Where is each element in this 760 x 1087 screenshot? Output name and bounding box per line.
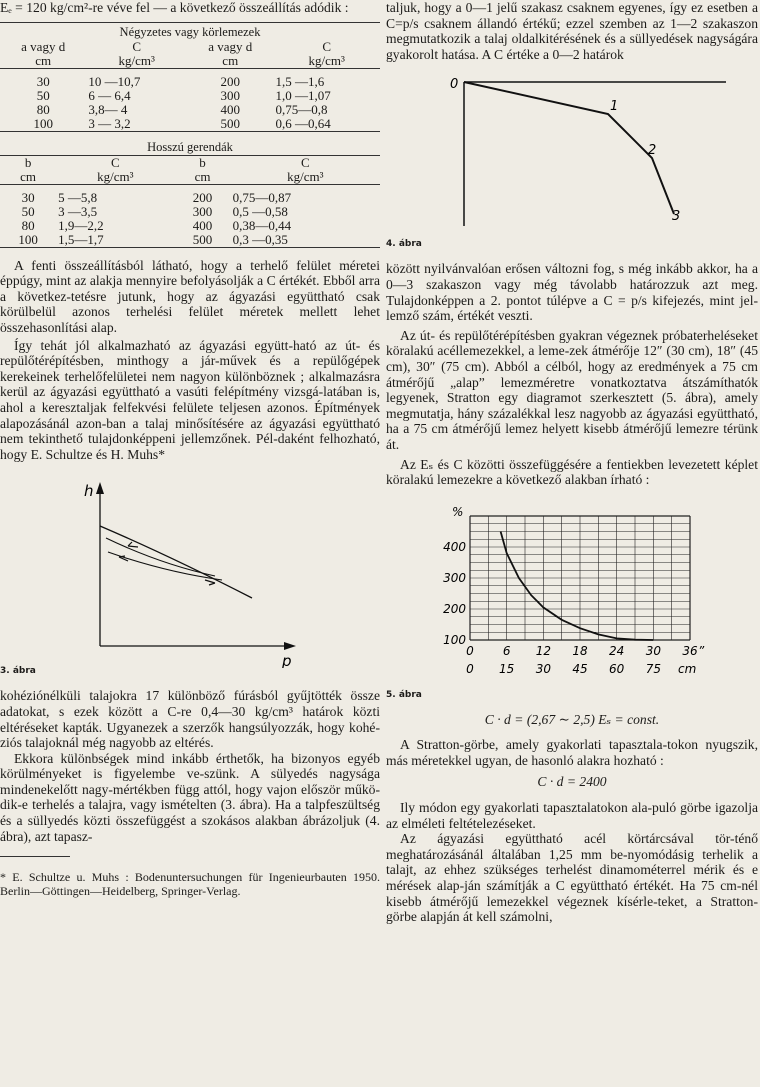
footnote-rule (0, 856, 70, 857)
arrow-icon (205, 580, 215, 585)
table2-h1b: cm (20, 168, 37, 184)
table1-h4b: kg/cm³ (308, 52, 345, 68)
table-cell: 1,5—1,7 (58, 231, 104, 247)
table-cell: 0,6 —0,64 (275, 115, 331, 131)
figure-4-caption: 4. ábra (386, 239, 422, 250)
x-tick-label-inch: 36 (682, 643, 698, 658)
table2-caption: Hosszú gerendák (147, 139, 233, 154)
table1-caption: Négyzetes vagy körlemezek (119, 24, 261, 39)
table-cell: 0,3 —0,35 (232, 231, 288, 247)
table-cell: 0,75—0,87 (232, 189, 292, 205)
x-tick-label-inch: 12 (535, 643, 551, 658)
table-cell: 500 (220, 115, 240, 131)
paragraph: taljuk, hogy a 0—1 jelű szakasz csaknem egyenes, így ez esetben a C=p/s csaknem állandó értékű; ezzel szemben az 1—2 szakaszon megmutatkozik a talaj oldalkitérésének és a süllyedések nagyságára gyakorolt hatása. A C értéke a 0—2 határok (386, 0, 758, 62)
table1-h3a: a vagy d (208, 38, 253, 54)
y-tick-label: 100 (443, 632, 466, 647)
table-cell: 6 — 6,4 (88, 87, 131, 103)
paragraph: A Stratton-görbe, amely gyakorlati tapasztala-tokon nyugszik, más méretekkel ugyan, de hasonló alakra hozható : (386, 737, 758, 768)
x-tick-label-inch: 0 (466, 643, 474, 658)
equation-2: C · d = 2400 (537, 774, 607, 790)
table-row (0, 205, 380, 219)
y-axis-arrow (96, 482, 104, 494)
paragraph: Az Eₛ és C közötti összefüggésére a fentiekben levezetett képlet köralakú lemezekre a következő alakban írható : (386, 456, 758, 488)
x-tick-label-cm: 0 (466, 661, 474, 676)
table-cell: 200 (220, 73, 240, 89)
table-row (0, 219, 380, 233)
x-unit-inch-label: ” (698, 643, 705, 658)
point-label-1: 1 (610, 99, 619, 115)
x-tick-label-cm: 75 (645, 661, 661, 676)
paragraph: A fenti összeállításból látható, hogy a terhelő felület méretei éppúgy, mint az alakja mennyire befolyásolják a C értékét. Ebből arra a következ-tetésre jutunk, hogy az ágyazási együttható csak körülbelül azonos terhelési felület méretek mellett lehet összehasonlítási alap. (0, 257, 380, 335)
table1-top-rule (0, 22, 380, 23)
x-tick-label-cm: 30 (535, 661, 551, 676)
x-tick-label-inch: 24 (609, 643, 625, 658)
left-column (0, 0, 380, 898)
table-cell: 0,38—0,44 (232, 217, 292, 233)
table2-h4a: C (300, 154, 310, 170)
y-unit-label: % (452, 504, 464, 519)
x-tick-label-inch: 6 (502, 643, 511, 658)
figure-3 (0, 468, 380, 668)
chart-grid (470, 516, 690, 640)
table1-h4a: C (322, 38, 332, 54)
x-unit-cm-label: cm (678, 661, 697, 676)
table-cell: 0,75—0,8 (275, 101, 328, 117)
table-cell: 300 (220, 87, 240, 103)
table-cell: 10 —10,7 (88, 73, 141, 89)
figure-4 (386, 66, 758, 241)
table-cell: 80 (21, 217, 35, 233)
table-row (0, 75, 380, 89)
table2-h2a: C (110, 154, 120, 170)
x-tick-label-inch: 30 (645, 643, 661, 658)
x-tick-label-cm: 15 (499, 661, 515, 676)
table-cell: 0,5 —0,58 (232, 203, 288, 219)
x-tick-label-cm: 45 (572, 661, 588, 676)
y-tick-label: 400 (443, 539, 466, 554)
table-long-beams (0, 156, 380, 248)
paragraph: kohéziónélküli talajokra 17 különböző fúrásból gyűjtötték össze adatokat, s ezek között a C-re 0,4—30 kg/cm³ határok közti eltéréseket kapták. Ugyanezek a szerzők hangsúlyozzák, hogy kohé-ziós talajoknál még nagyobb az eltérés. (0, 688, 380, 751)
footnote: * E. Schultze u. Muhs : Bodenuntersuchungen für Ingenieurbauten 1950. Berlin—Göttingen—Heidelberg, Springer-Verlag. (0, 870, 380, 898)
table-row (0, 233, 380, 248)
y-tick-labels (443, 540, 466, 647)
table2-h4b: kg/cm³ (287, 168, 324, 184)
y-axis-label: h (84, 482, 94, 501)
paragraph: Az út- és repülőtérépítésben gyakran végeznek próbaterheléseket köralakú acéllemezekkel, a leme-zek átmérője 12″ (30 cm), 18″ (45 cm), 30″ (75 cm). Abból a célból, hogy az eredmények a 75 cm átmérőjű „alap” lemezméretre vonatkoztatva átszámíthatók legyenek, Stratton egy diagramot szerkesztett (5. ábra), amely megmutatja, hány százalékkal lesz nagyobb az ágyazási együttható, ha a 75 cm átmérőjű lemez helyett kisebb átmérőjű lemezre térünk át. (386, 327, 758, 452)
table1-h3b: cm (222, 52, 239, 68)
table-cell: 3 — 3,2 (88, 115, 131, 131)
x-axis-arrow (284, 642, 296, 650)
table-row (0, 191, 380, 205)
right-column (386, 0, 758, 925)
paragraph: Az ágyazási együttható acél körtárcsával tör-ténő meghatározásánál általában 1,25 mm be-nyomódásig terhelik a talajt, az ehhez szükséges terhelést dinamométerrel mérik és e mérések alap-ján számítják a C együttható értékét. Ha 75 cm-nél kisebb átmérőjű lemezekkel végeznek kísérle-teket, a Stratton-görbe alapján át kell számolni, (386, 831, 758, 925)
table-cell: 80 (36, 101, 50, 117)
x-tick-label-inch: 18 (572, 643, 588, 658)
figure-3-caption: 3. ábra (0, 666, 36, 677)
table-cell: 400 (220, 101, 240, 117)
table-cell: 3 —3,5 (58, 203, 98, 219)
paragraph: között nyilvánvalóan erősen változni fog, s még inkább akkor, ha a 0—3 szakaszon vagy még távolabb határozzuk azt meg. Tulajdonképpen a 2. pontot túlépve a C = p/s kifejezés, mint jel-lemző szám, értékét veszti. (386, 261, 758, 324)
table-cell: 1,5 —1,6 (275, 73, 325, 89)
table-cell: 3,8— 4 (88, 101, 128, 117)
table-square-or-circular-plates (0, 40, 380, 132)
table-cell: 30 (36, 73, 50, 89)
table-cell: 1,0 —1,07 (275, 87, 331, 103)
table-cell: 50 (36, 87, 50, 103)
point-label-0: 0 (450, 77, 459, 93)
figure-5-chart (386, 492, 758, 692)
paragraph: Ily módon egy gyakorlati tapasztalatokon ala-puló görbe igazolja az elméleti feltételezéseket. (386, 800, 758, 831)
table-cell: 5 —5,8 (58, 189, 98, 205)
point-label-3: 3 (672, 209, 681, 225)
table-cell: 200 (192, 189, 213, 205)
table1-h2b: kg/cm³ (118, 52, 155, 68)
settlement-curve (464, 82, 674, 214)
figure-5-caption: 5. ábra (386, 689, 422, 700)
equation-1: C · d = (2,67 ∼ 2,5) Eₛ = const. (484, 711, 660, 727)
x-tick-label-cm: 60 (609, 661, 625, 676)
x-axis-label: p (282, 652, 292, 669)
table-row (0, 89, 380, 103)
paragraph: Ekkora különbségek mind inkább érthetők, ha bizonyos egyéb körülményeket is figyelembe ve-szünk. A sülyedés nagysága mindenekelőtt nagy-mértékben függ attól, hogy vajon először műkö-dik-e terhelés a talajra, vagy ismételten (3. ábra). Ha a talpfeszültség és a süllyedés közti összefüggést a szokásos alakban ábrázoljuk (4. ábra), azt tapasz- (0, 750, 380, 844)
table2-h2b: kg/cm³ (97, 168, 134, 184)
table1-h2a: C (132, 38, 142, 54)
y-tick-label: 200 (443, 601, 466, 616)
table-cell: 500 (192, 231, 213, 247)
table-cell: 300 (192, 203, 213, 219)
table-row (0, 117, 380, 132)
table-row (0, 103, 380, 117)
table-cell: 100 (18, 231, 38, 247)
loading-curve (100, 526, 252, 598)
point-label-2: 2 (648, 143, 657, 159)
table-cell: 50 (21, 203, 35, 219)
table-cell: 100 (33, 115, 53, 131)
unloading-curve (108, 552, 222, 580)
table2-h3a: b (199, 154, 206, 170)
table1-h1b: cm (35, 52, 52, 68)
table1-h1a: a vagy d (21, 38, 66, 54)
intro-text: Eₑ = 120 kg/cm²-re véve fel — a következő összeállítás adódik : (0, 0, 349, 15)
y-tick-label: 300 (443, 570, 466, 585)
table-cell: 30 (21, 189, 35, 205)
table-cell: 1,9—2,2 (58, 217, 104, 233)
table-cell: 400 (192, 217, 213, 233)
table2-h3b: cm (194, 168, 211, 184)
table2-h1a: b (24, 154, 32, 170)
x-tick-labels (466, 644, 698, 676)
paragraph: Így tehát jól alkalmazható az ágyazási együtt-ható az út- és repülőtérépítésben, minthogy a jár-művek és a repülőgépek kerekeinek terhelőfelületei nem nagyon különböznek ; alkalmazásra kerül az ágyazási együttható a vasúti felépítmény vizsgá-latában is, ahol a keresztaljak felfekvési felülete teljesen azonos. Építmények alapozásánál azon-ban a talaj minősítésére az ágyazási együttható nem tekinthető tulajdonképpeni jellemzőnek. Pél-daként felhozható, hogy E. Schultze és H. Muhs* (0, 337, 380, 462)
